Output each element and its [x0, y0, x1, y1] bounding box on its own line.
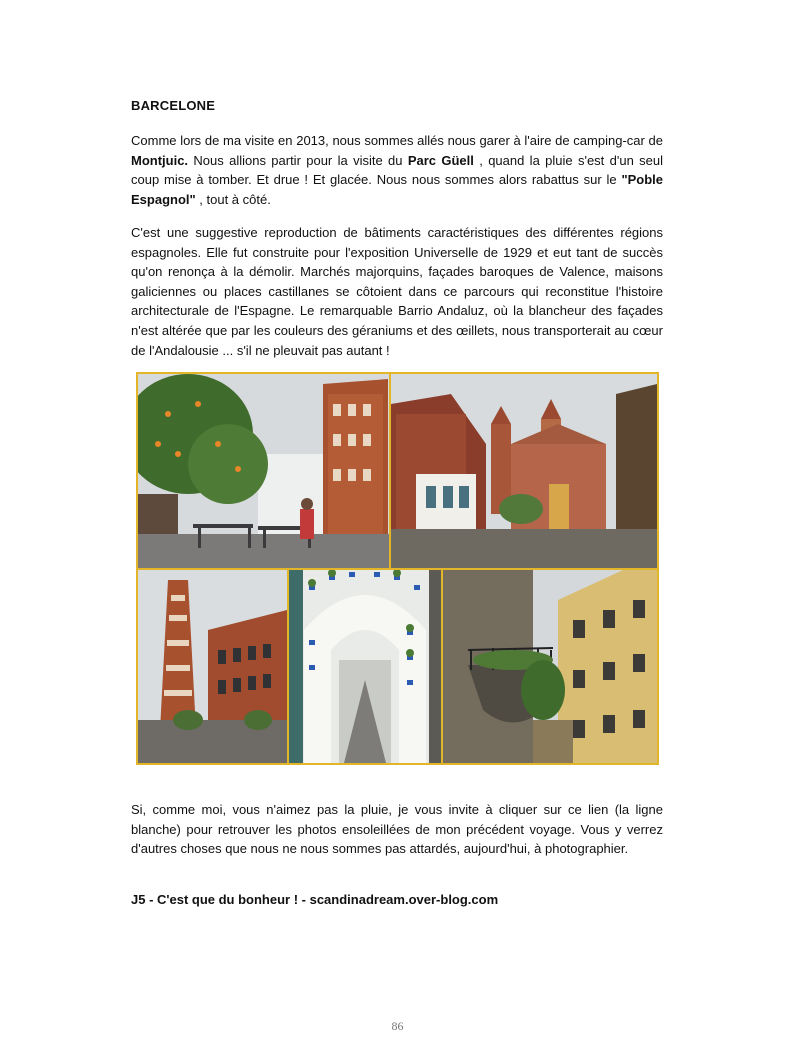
photo-square-orange-tree: [138, 374, 389, 568]
paragraph-invitation: Si, comme moi, vous n'aimez pas la pluie, je vous invite à cliquer sur ce lien (la ligne blanche) pour retrouver les photos ensoleillées de mon précédent voyage. Vous y verrez d'autres choses que nous ne nous sommes pas attardés, aujourd'hui, à photographier.: [131, 802, 663, 857]
bold-term: Montjuic.: [131, 152, 189, 168]
photo-balconies: [443, 570, 657, 763]
page-number: 86: [391, 1019, 404, 1033]
blog-link[interactable]: J5 - C'est que du bonheur ! - scandinadream.over-blog.com: [131, 892, 499, 907]
paragraph-intro: [131, 131, 663, 209]
photo-church-tower: [391, 374, 657, 568]
paragraph-description: C'est une suggestive reproduction de bâtiments caractéristiques des différentes régions espagnoles. Elle fut construite pour l'exposition Universelle de 1929 et eut tant de succès qu'on renonça à la démolir. Marchés majorquins, façades baroques de Valence, maisons galiciennes ou places castillanes se côtoient dans ce parcours qui reconstitue l'histoire architecturale de l'Espagne. Le remarquable Barrio Andaluz, où la blancheur des façades n'est altérée que par les couleurs des géraniums et des œillets, nous transporterait au cœur de l'Andalousie ... s'il ne pleuvait pas autant !: [131, 225, 663, 358]
text-run: , quand la pluie s'est d'un seul coup mise à tomber. Et drue ! Et glacée. Nous nous sommes alors rabattus sur le: [131, 152, 663, 188]
photo-collage: [136, 372, 659, 765]
text-run: Nous allions partir pour la visite du: [188, 152, 408, 168]
photo-white-alley: [289, 570, 441, 763]
photo-brick-tower: [138, 570, 287, 763]
section-heading: BARCELONE: [131, 98, 216, 113]
bold-term: Parc Güell: [407, 152, 474, 168]
text-run: Comme lors de ma visite en 2013, nous sommes allés nous garer à l'aire de camping-car de: [131, 133, 663, 148]
text-run: , tout à côté.: [195, 191, 271, 207]
bold-term: "Poble Espagnol": [131, 172, 663, 207]
